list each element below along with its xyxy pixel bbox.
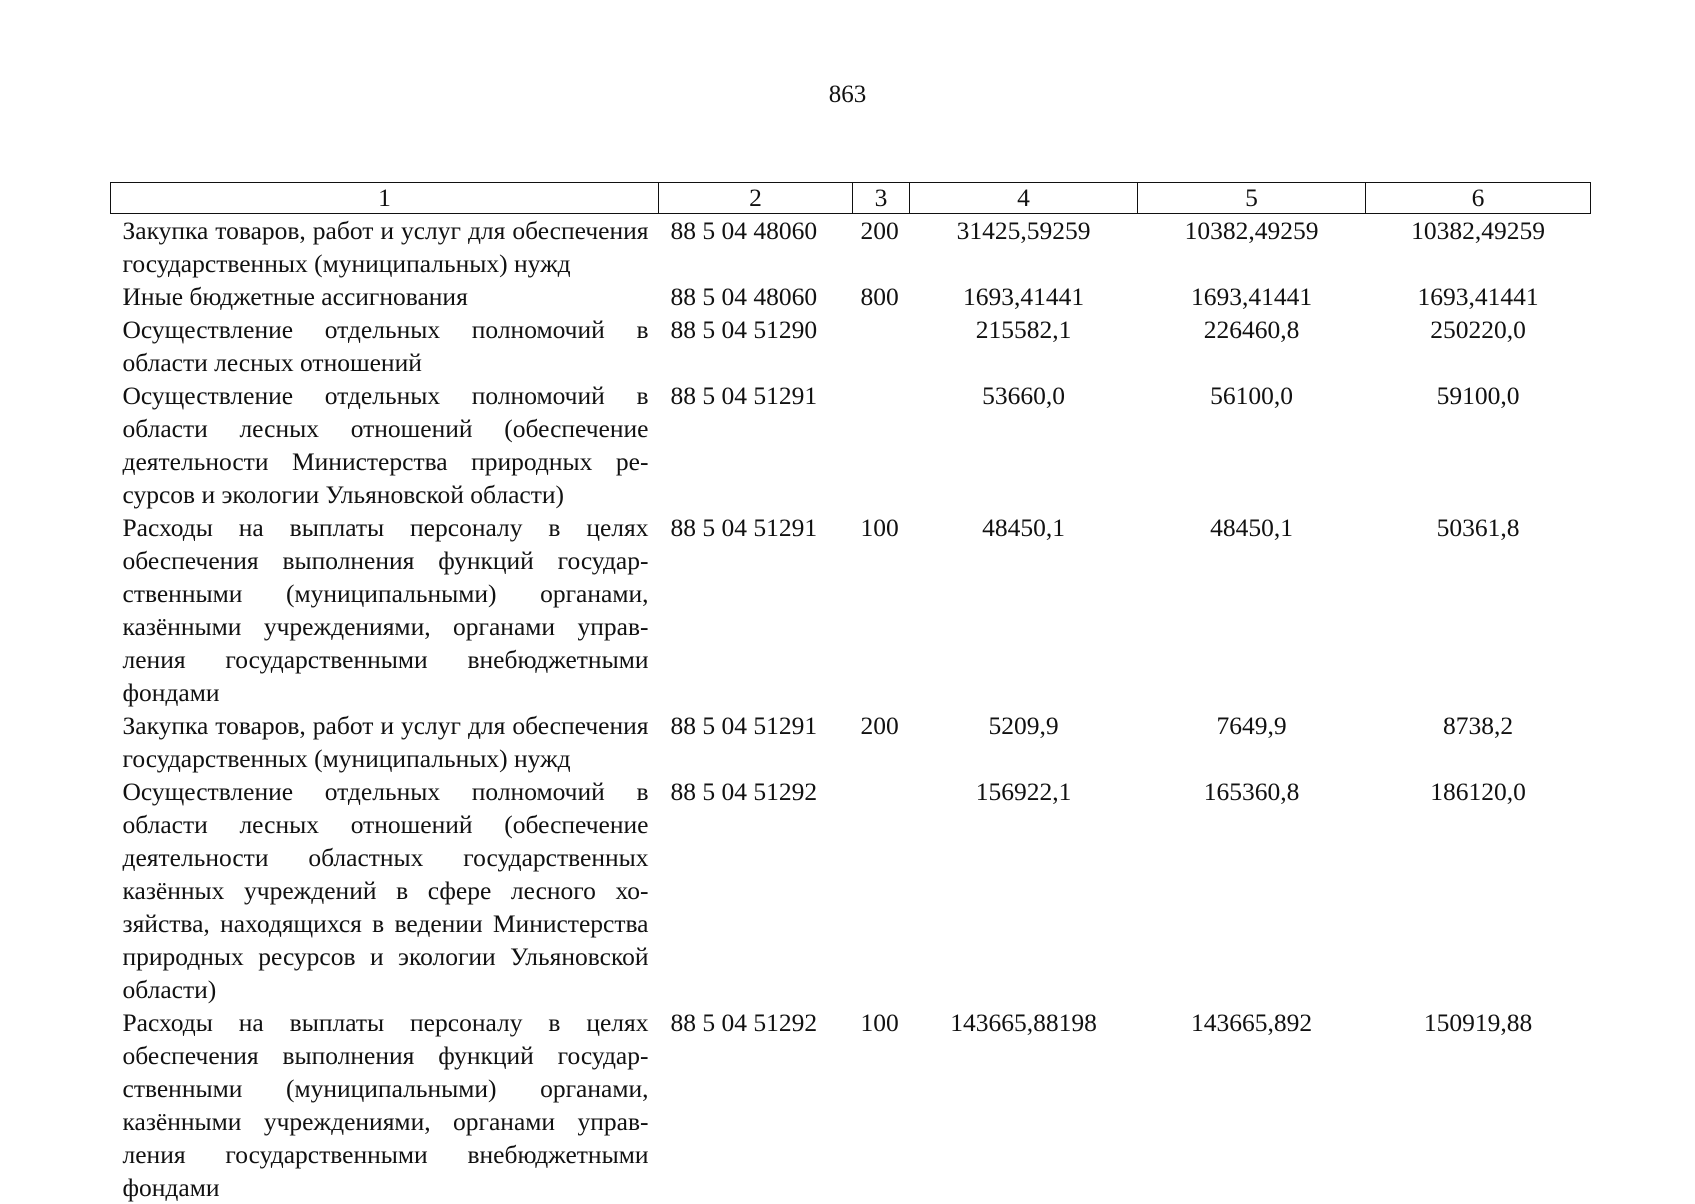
table-row bbox=[111, 379, 1591, 511]
row-code: 88 5 04 51290 bbox=[659, 313, 853, 379]
row-value-col5: 10382,49259 bbox=[1138, 214, 1366, 281]
header-col-4: 4 bbox=[910, 183, 1138, 214]
row-value-col5: 56100,0 bbox=[1138, 379, 1366, 511]
row-value-col5: 143665,892 bbox=[1138, 1006, 1366, 1204]
row-name: Расходы на выплаты персоналу в целях обеспечения выполнения функций государственными (муниципальными) органами, казёнными учреждениями, органами управления государственными внебюджетными фондами bbox=[111, 1006, 659, 1204]
header-col-2: 2 bbox=[659, 183, 853, 214]
header-col-1: 1 bbox=[111, 183, 659, 214]
row-name: Закупка товаров, работ и услуг для обеспечения государственных (муниципальных) нужд bbox=[111, 709, 659, 775]
header-row bbox=[111, 183, 1591, 214]
row-value-col6: 50361,8 bbox=[1366, 511, 1591, 709]
table-row bbox=[111, 214, 1591, 281]
row-expense-type bbox=[853, 313, 910, 379]
table-row bbox=[111, 709, 1591, 775]
row-code: 88 5 04 51291 bbox=[659, 379, 853, 511]
table-row bbox=[111, 775, 1591, 1006]
row-value-col4: 48450,1 bbox=[910, 511, 1138, 709]
header-col-3: 3 bbox=[853, 183, 910, 214]
table-row bbox=[111, 280, 1591, 313]
row-value-col5: 48450,1 bbox=[1138, 511, 1366, 709]
row-code: 88 5 04 51292 bbox=[659, 775, 853, 1006]
row-code: 88 5 04 51291 bbox=[659, 709, 853, 775]
row-value-col6: 59100,0 bbox=[1366, 379, 1591, 511]
row-value-col6: 186120,0 bbox=[1366, 775, 1591, 1006]
row-value-col5: 7649,9 bbox=[1138, 709, 1366, 775]
header-col-5: 5 bbox=[1138, 183, 1366, 214]
page-number: 863 bbox=[0, 82, 1695, 107]
row-code: 88 5 04 51291 bbox=[659, 511, 853, 709]
row-name: Расходы на выплаты персоналу в целях обеспечения выполнения функций государственными (муниципальными) органами, казёнными учреждениями, органами управления государственными внебюджетными фондами bbox=[111, 511, 659, 709]
row-name: Закупка товаров, работ и услуг для обеспечения государственных (муниципальных) нужд bbox=[111, 214, 659, 281]
row-value-col4: 156922,1 bbox=[910, 775, 1138, 1006]
header-col-6: 6 bbox=[1366, 183, 1591, 214]
table-row bbox=[111, 1006, 1591, 1204]
row-code: 88 5 04 51292 bbox=[659, 1006, 853, 1204]
table-row bbox=[111, 313, 1591, 379]
row-value-col6: 8738,2 bbox=[1366, 709, 1591, 775]
row-name: Осуществление отдельных полномочий в области лесных отношений bbox=[111, 313, 659, 379]
row-expense-type bbox=[853, 379, 910, 511]
budget-table bbox=[110, 182, 1591, 1204]
row-expense-type: 200 bbox=[853, 214, 910, 281]
row-value-col4: 215582,1 bbox=[910, 313, 1138, 379]
row-value-col5: 165360,8 bbox=[1138, 775, 1366, 1006]
row-value-col6: 1693,41441 bbox=[1366, 280, 1591, 313]
row-code: 88 5 04 48060 bbox=[659, 280, 853, 313]
row-value-col6: 250220,0 bbox=[1366, 313, 1591, 379]
row-name: Осуществление отдельных полномочий в области лесных отношений (обеспечение деятельности областных государственных казённых учреждений в сфере лесного хозяйства, находящихся в ведении Министерства природных ресурсов и экологии Ульяновской области) bbox=[111, 775, 659, 1006]
row-expense-type: 100 bbox=[853, 511, 910, 709]
row-name: Иные бюджетные ассигнования bbox=[111, 280, 659, 313]
table-body bbox=[111, 214, 1591, 1204]
table-header bbox=[111, 183, 1591, 214]
row-value-col4: 1693,41441 bbox=[910, 280, 1138, 313]
row-value-col4: 143665,88198 bbox=[910, 1006, 1138, 1204]
row-expense-type: 100 bbox=[853, 1006, 910, 1204]
row-expense-type: 200 bbox=[853, 709, 910, 775]
row-value-col5: 226460,8 bbox=[1138, 313, 1366, 379]
row-value-col4: 5209,9 bbox=[910, 709, 1138, 775]
row-value-col5: 1693,41441 bbox=[1138, 280, 1366, 313]
row-expense-type: 800 bbox=[853, 280, 910, 313]
row-value-col6: 10382,49259 bbox=[1366, 214, 1591, 281]
row-code: 88 5 04 48060 bbox=[659, 214, 853, 281]
row-value-col4: 31425,59259 bbox=[910, 214, 1138, 281]
row-value-col4: 53660,0 bbox=[910, 379, 1138, 511]
table-row bbox=[111, 511, 1591, 709]
row-expense-type bbox=[853, 775, 910, 1006]
row-value-col6: 150919,88 bbox=[1366, 1006, 1591, 1204]
row-name: Осуществление отдельных полномочий в области лесных отношений (обеспечение деятельности Министерства природных ресурсов и экологии Ульяновской области) bbox=[111, 379, 659, 511]
